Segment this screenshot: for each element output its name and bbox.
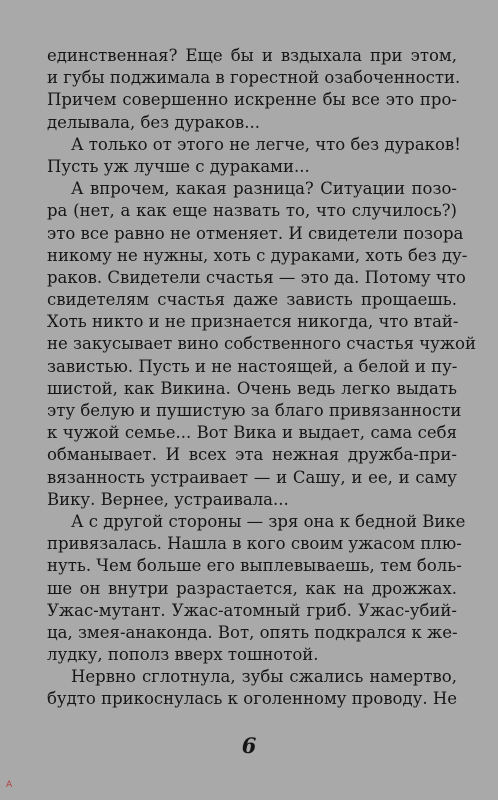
text-line: не закусывает вино собственного счастья чужой (47, 334, 476, 354)
page-number: 6 (241, 733, 257, 758)
text-line: лудку, пополз вверх тошнотой. (47, 645, 319, 665)
text-line: шистой, как Викина. Очень ведь легко выдать (47, 378, 457, 398)
text-line: никому не нужны, хоть с дураками, хоть без ду- (47, 245, 468, 265)
text-line: Причем совершенно искренне бы все это про- (47, 90, 457, 110)
text-line: Хоть никто и не признается никогда, что втай- (47, 312, 459, 332)
text-line: А с другой стороны — зря она к бедной Вике (71, 511, 466, 531)
text-line: привязалась. Нашла в кого своим ужасом плю- (47, 534, 462, 554)
body-text (47, 45, 476, 711)
text-line: А впрочем, какая разница? Ситуации позо- (71, 179, 457, 199)
text-line: раков. Свидетели счастья — это да. Потому что (47, 267, 466, 287)
text-line: Нервно сглотнула, зубы сжались намертво, (71, 667, 457, 687)
text-line: и губы поджимала в горестной озабоченности. (47, 68, 461, 88)
text-line: ца, змея-анаконда. Вот, опять подкрался к же- (47, 622, 458, 642)
text-line: обманывает. И всех эта нежная дружба-при- (47, 445, 457, 465)
text-line: будто прикоснулась к оголенному проводу. Не (47, 689, 457, 709)
text-line: делывала, без дураков... (47, 112, 260, 132)
text-line: ра (нет, а как еще назвать то, что случилось?) (47, 201, 457, 221)
text-line: вязанность устраивает — и Сашу, и ее, и саму (47, 467, 457, 487)
text-line: А только от этого не легче, что без дураков! (71, 134, 461, 154)
text-line: ше он внутри разрастается, как на дрожжах. (47, 578, 457, 598)
text-line: Ужас-мутант. Ужас-атомный гриб. Ужас-убий- (47, 600, 457, 620)
text-line: нуть. Чем больше его выплевываешь, тем боль- (47, 556, 462, 576)
text-line: свидетелям счастья даже зависть прощаешь. (47, 290, 457, 310)
text-line: эту белую и пушистую за благо привязанности (47, 401, 462, 420)
text-line: это все равно не отменяет. И свидетели позора (47, 223, 464, 243)
text-line: Вику. Вернее, устраивала... (47, 489, 289, 509)
text-line: Пусть уж лучше с дураками... (47, 156, 310, 176)
text-line: к чужой семье... Вот Вика и выдает, сама себя (47, 423, 457, 443)
text-line: завистью. Пусть и не настоящей, а белой и пу- (47, 356, 458, 376)
text-line: единственная? Еще бы и вздыхала при этом, (47, 46, 457, 65)
corner-mark: A (6, 780, 13, 790)
